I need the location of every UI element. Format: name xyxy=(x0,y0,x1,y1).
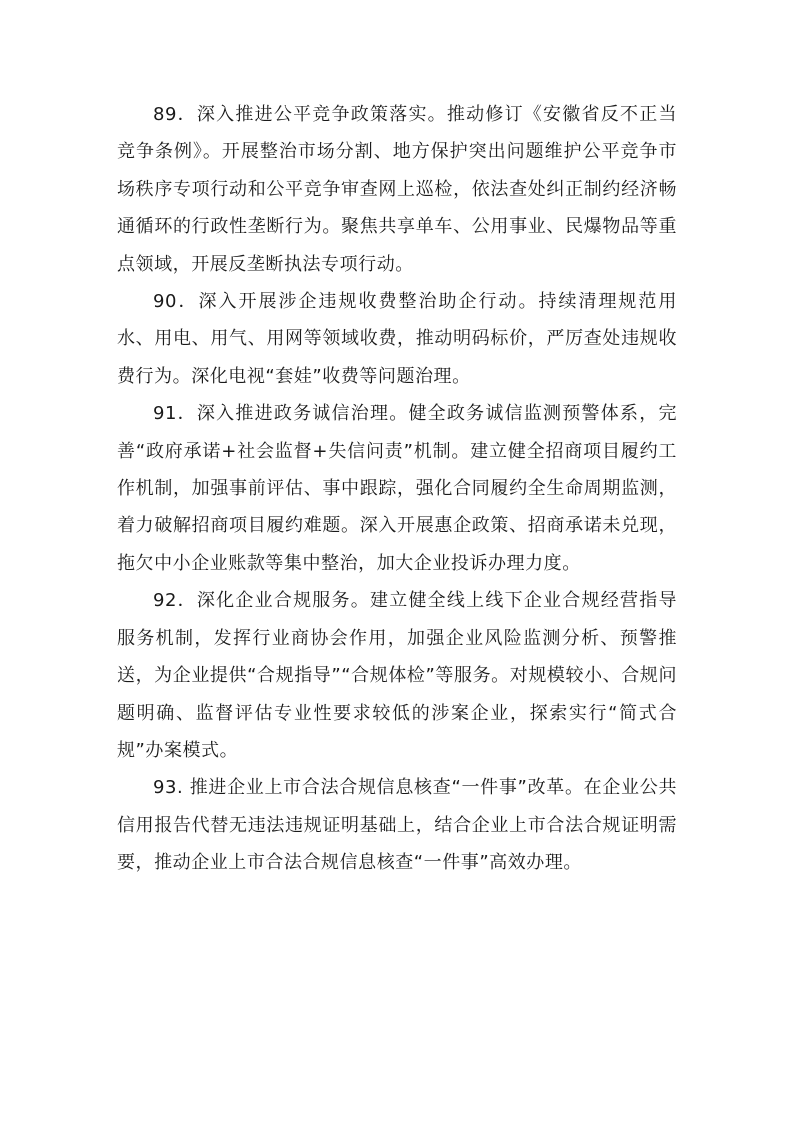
paragraph-90: 90．深入开展涉企违规收费整治助企行动。持续清理规范用水、用电、用气、用网等领域收费，推动明码标价，严厉查处违规收费行为。深化电视“套娃”收费等问题治理。 xyxy=(117,291,677,387)
paragraph-93: 93. 推进企业上市合法合规信息核查“一件事”改革。在企业公共信用报告代替无违法违规证明基础上，结合企业上市合法合规证明需要，推动企业上市合法合规信息核查“一件事”高效办理。 xyxy=(117,777,677,874)
paragraph-89: 89．深入推进公平竞争政策落实。推动修订《安徽省反不正当竞争条例》。开展整治市场分割、地方保护突出问题维护公平竞争市场秩序专项行动和公平竞争审查网上巡检，依法查处纠正制约经济畅通循环的行政性垄断行为。聚焦共享单车、公用事业、民爆物品等重点领域，开展反垄断执法专项行动。 xyxy=(117,104,677,275)
paragraph-91: 91．深入推进政务诚信治理。健全政务诚信监测预警体系，完善“政府承诺+社会监督+失信问责”机制。建立健全招商项目履约工作机制，加强事前评估、事中跟踪，强化合同履约全生命周期监测，着力破解招商项目履约难题。深入开展惠企政策、招商承诺未兑现，拖欠中小企业账款等集中整治，加大企业投诉办理力度。 xyxy=(117,403,677,574)
paragraph-92: 92．深化企业合规服务。建立健全线上线下企业合规经营指导服务机制，发挥行业商协会作用，加强企业风险监测分析、预警推送，为企业提供“合规指导”“合规体检”等服务。对规模较小、合规问题明确、监督评估专业性要求较低的涉案企业，探索实行“简式合规”办案模式。 xyxy=(117,590,677,761)
document-body xyxy=(117,96,677,882)
